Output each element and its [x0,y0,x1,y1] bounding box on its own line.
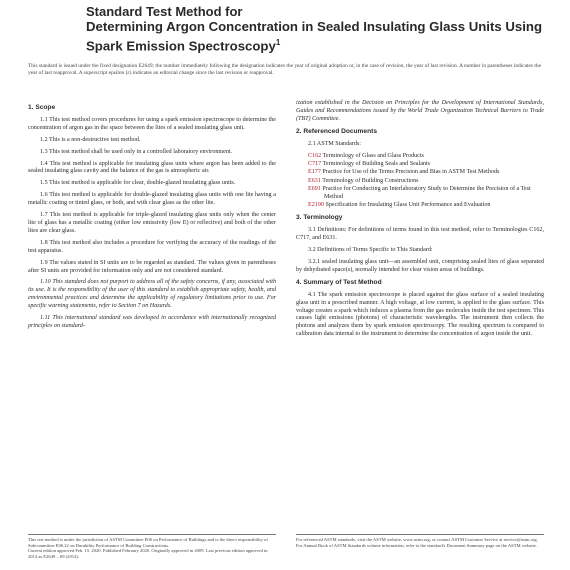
reference-title: Terminology of Glass and Glass Products [322,152,424,159]
paragraph-1-5: 1.5 This test method is applicable for clear, double-glazed insulating glass units. [40,180,236,187]
reference-item [296,169,544,177]
document-subtitle: Standard Test Method for [86,4,243,19]
section-heading-scope: 1. Scope [28,104,56,111]
document-title-text: Determining Argon Concentration in Sealed Insulating Glass Units Using Spark Emission Spectroscopy [86,19,542,53]
paragraph-1-1: 1.1 This test method covers procedures for using a spark emission spectroscope to determine the concentration of argon gas in the space between the lites of a sealed insulating glass unit. [28,116,276,131]
right-column [296,100,544,343]
reference-title: Terminology of Building Seals and Sealants [322,160,431,167]
designation-notice: This standard is issued under the fixed designation E2649; the number immediately following the designation indicates the year of original adoption or, in the case of revision, the year of last revision. A number in parentheses indicates the year of last reapproval. A superscript epsilon (ε) indicates an editorial change since the last revision or reapproval. [28,63,541,76]
paragraph-3-2: 3.2 Definitions of Terms Specific to This Standard: [308,247,433,254]
reference-link-e2190[interactable]: E2190 [308,202,324,209]
paragraph-1-11-continued: ization established in the Decision on Principles for the Development of International Standards, Guides and Recommendations issued by the World Trade Organization Technical Barriers to Trade (TBT) Committee. [296,100,544,122]
paragraph-1-2: 1.2 This is a non-destructive test method. [40,136,141,143]
paragraph-1-3: 1.3 This test method shall be used only in a controlled laboratory environment. [40,148,233,155]
paragraph-1-7: 1.7 This test method is applicable for triple-glazed insulating glass units only when the center lite of glass has a metallic coating (either low emissivity (low E) or reflective) and both of the other lites are clear glass. [28,212,276,234]
reference-item [296,161,544,169]
reference-item [296,153,544,161]
reference-link-c162[interactable]: C162 [308,152,322,159]
reference-link-e691[interactable]: E691 [308,186,321,193]
section-heading-summary: 4. Summary of Test Method [296,278,382,286]
reference-title: Specification for Insulating Glass Unit Performance and Evaluation [325,202,491,209]
reference-item [296,178,544,186]
reference-link-e631[interactable]: E631 [308,177,321,184]
left-column [28,100,276,335]
paragraph-1-8: 1.8 This test method also includes a procedure for verifying the accuracy of the readings of the test apparatus. [28,239,276,254]
reference-list [296,153,544,211]
footnotes-right [296,534,544,548]
reference-title: Practice for Conducting an Interlaboratory Study to Determine the Precision of a Test Method [322,186,531,201]
paragraph-3-1: 3.1 Definitions: For definitions of terms found in this test method, refer to Terminologies C162, C717, and E631. [296,227,544,242]
footnote-astm-standards: For referenced ASTM standards, visit the ASTM website, www.astm.org, or contact ASTM Customer Service at service@astm.org. For Annual Book of ASTM Standards volume information, refer to the standard's Document Summary page on the ASTM website. [296,537,538,548]
paragraph-1-11: 1.11 This international standard was developed in accordance with internationally recognized principles on standard- [28,315,276,329]
paragraph-4-1: 4.1 The spark emission spectroscope is placed against the glass surface of a sealed insulating glass unit in a prescribed manner. A high voltage, at low current, is applied to the glass surface. This voltage creates a spark which induces a plasma from the gas molecules inside the test specimen. This causes light emissions (photons) of characteristic wavelengths. The instrument then collects the photons and analyzes them by spark emission spectroscopy. The resulting spectrum is compared to calibration data internal to the instrument to determine the concentration of argon inside the unit. [296,291,544,338]
paragraph-3-2-1: 3.2.1 sealed insulating glass unit—an assembled unit, comprising sealed lites of glass separated by dehydrated space(s), normally intended for clear vision areas of buildings. [296,259,544,273]
reference-link-c717[interactable]: C717 [308,160,322,167]
reference-item [296,186,544,202]
footnotes-left [28,534,276,559]
footnote-jurisdiction: This test method is under the jurisdiction of ASTM Committee E06 on Performance of Buildings and is the direct responsibility of Subcommittee E06.22 on Durability Performance of Building Constructions. [28,537,268,548]
reference-title: Terminology of Building Constructions [322,177,419,184]
reference-item [296,202,544,210]
title-block [86,4,546,53]
footnote-edition: Current edition approved Feb. 15, 2020. Published February 2020. Originally approved in 2009. Last previous edition approved in 2014 as E2649 – 09 (2014). [28,548,268,559]
reference-link-e177[interactable]: E177 [308,169,321,176]
title-footnote-mark: 1 [275,37,281,47]
paragraph-1-9: 1.9 The values stated in SI units are to be regarded as standard. The values given in parentheses after SI units are provided for information only and are not considered standard. [28,259,276,274]
section-heading-referenced-documents: 2. Referenced Documents [296,127,377,135]
paragraph-2-1: 2.1 ASTM Standards: [308,140,361,147]
reference-title: Practice for Use of the Terms Precision and Bias in ASTM Test Methods [322,169,500,176]
section-heading-terminology: 3. Terminology [296,214,343,222]
paragraph-1-10: 1.10 This standard does not purport to address all of the safety concerns, if any, associated with its use. It is the responsibility of the user of this standard to establish appropriate safety, health, and environmental practices and determine the applicability of regulatory limitations prior to use. For specific warning statements, refer to Section 7 on Hazards. [28,279,276,310]
document-title [86,19,546,53]
paragraph-1-6: 1.6 This test method is applicable for double-glazed insulating glass units with one lite having a metallic coating or tinted glass, or both, and with clear glass as the other lite. [28,192,276,207]
paragraph-1-4: 1.4 This test method is applicable for insulating glass units where argon has been added to the sealed insulating glass cavity and the balance of the gas is atmospheric air. [28,160,276,175]
